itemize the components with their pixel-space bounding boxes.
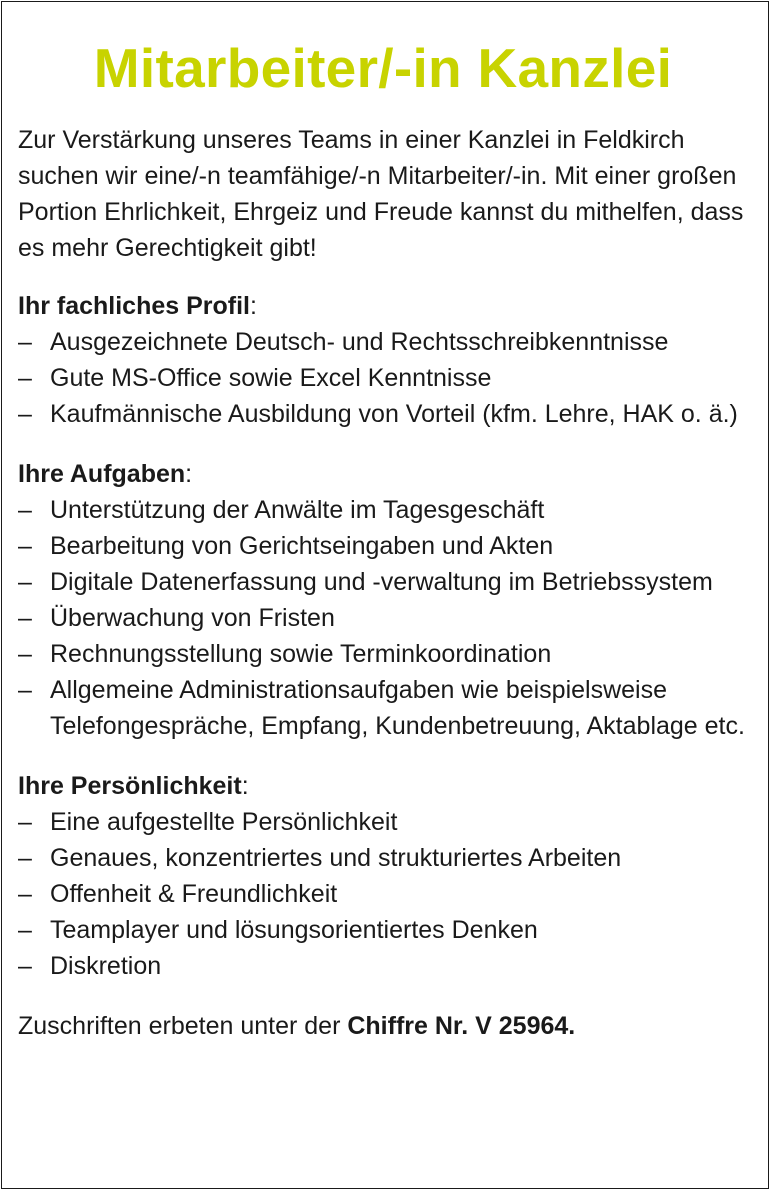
list-item: – Offenheit & Freundlichkeit xyxy=(18,876,748,912)
section-personality xyxy=(18,768,748,984)
closing-line xyxy=(18,1008,748,1044)
list-item: – Eine aufgestellte Persönlichkeit xyxy=(18,804,748,840)
list-item: – Teamplayer und lösungsorientiertes Denken xyxy=(18,912,748,948)
dash-bullet: – xyxy=(18,880,32,908)
tasks-list xyxy=(18,492,748,744)
section-title: Ihre Aufgaben: xyxy=(18,460,193,488)
dash-bullet: – xyxy=(18,844,32,872)
list-item: – Ausgezeichnete Deutsch- und Rechtsschreibkenntnisse xyxy=(18,324,748,360)
dash-bullet: – xyxy=(18,916,32,944)
list-item: – Diskretion xyxy=(18,948,748,984)
list-item: – Allgemeine Administrationsaufgaben wie beispielsweise Telefongespräche, Empfang, Kundenbetreuung, Aktablage etc. xyxy=(18,672,748,744)
closing-text: Zuschriften erbeten unter der xyxy=(18,1012,348,1040)
dash-bullet: – xyxy=(18,808,32,836)
dash-bullet: – xyxy=(18,952,32,980)
list-item: – Unterstützung der Anwälte im Tagesgeschäft xyxy=(18,492,748,528)
dash-bullet: – xyxy=(18,400,32,428)
dash-bullet: – xyxy=(18,568,32,596)
section-title: Ihre Persönlichkeit: xyxy=(18,772,249,800)
list-item: – Digitale Datenerfassung und -verwaltung im Betriebssystem xyxy=(18,564,748,600)
dash-bullet: – xyxy=(18,604,32,632)
list-item: – Überwachung von Fristen xyxy=(18,600,748,636)
dash-bullet: – xyxy=(18,364,32,392)
list-item: – Kaufmännische Ausbildung von Vorteil (kfm. Lehre, HAK o. ä.) xyxy=(18,396,748,432)
dash-bullet: – xyxy=(18,532,32,560)
ad-headline: Mitarbeiter/-in Kanzlei xyxy=(93,37,673,99)
list-item: – Genaues, konzentriertes und strukturiertes Arbeiten xyxy=(18,840,748,876)
dash-bullet: – xyxy=(18,640,32,668)
chiffre-number: Chiffre Nr. V 25964. xyxy=(347,1012,576,1040)
list-item: – Rechnungsstellung sowie Terminkoordination xyxy=(18,636,748,672)
dash-bullet: – xyxy=(18,328,32,356)
section-title: Ihr fachliches Profil: xyxy=(18,292,257,320)
dash-bullet: – xyxy=(18,496,32,524)
job-ad xyxy=(18,28,748,1044)
profile-list xyxy=(18,324,748,432)
personality-list xyxy=(18,804,748,984)
list-item: – Gute MS-Office sowie Excel Kenntnisse xyxy=(18,360,748,396)
list-item: – Bearbeitung von Gerichtseingaben und Akten xyxy=(18,528,748,564)
section-tasks xyxy=(18,456,748,744)
dash-bullet: – xyxy=(18,676,32,704)
intro-paragraph: Zur Verstärkung unseres Teams in einer Kanzlei in Feldkirch suchen wir eine/-n teamfähige/-n Mitarbeiter/-in. Mit einer großen Portion Ehrlichkeit, Ehrgeiz und Freude kannst du mithelfen, dass es mehr Gerechtigkeit gibt! xyxy=(18,126,744,262)
section-profile xyxy=(18,288,748,432)
